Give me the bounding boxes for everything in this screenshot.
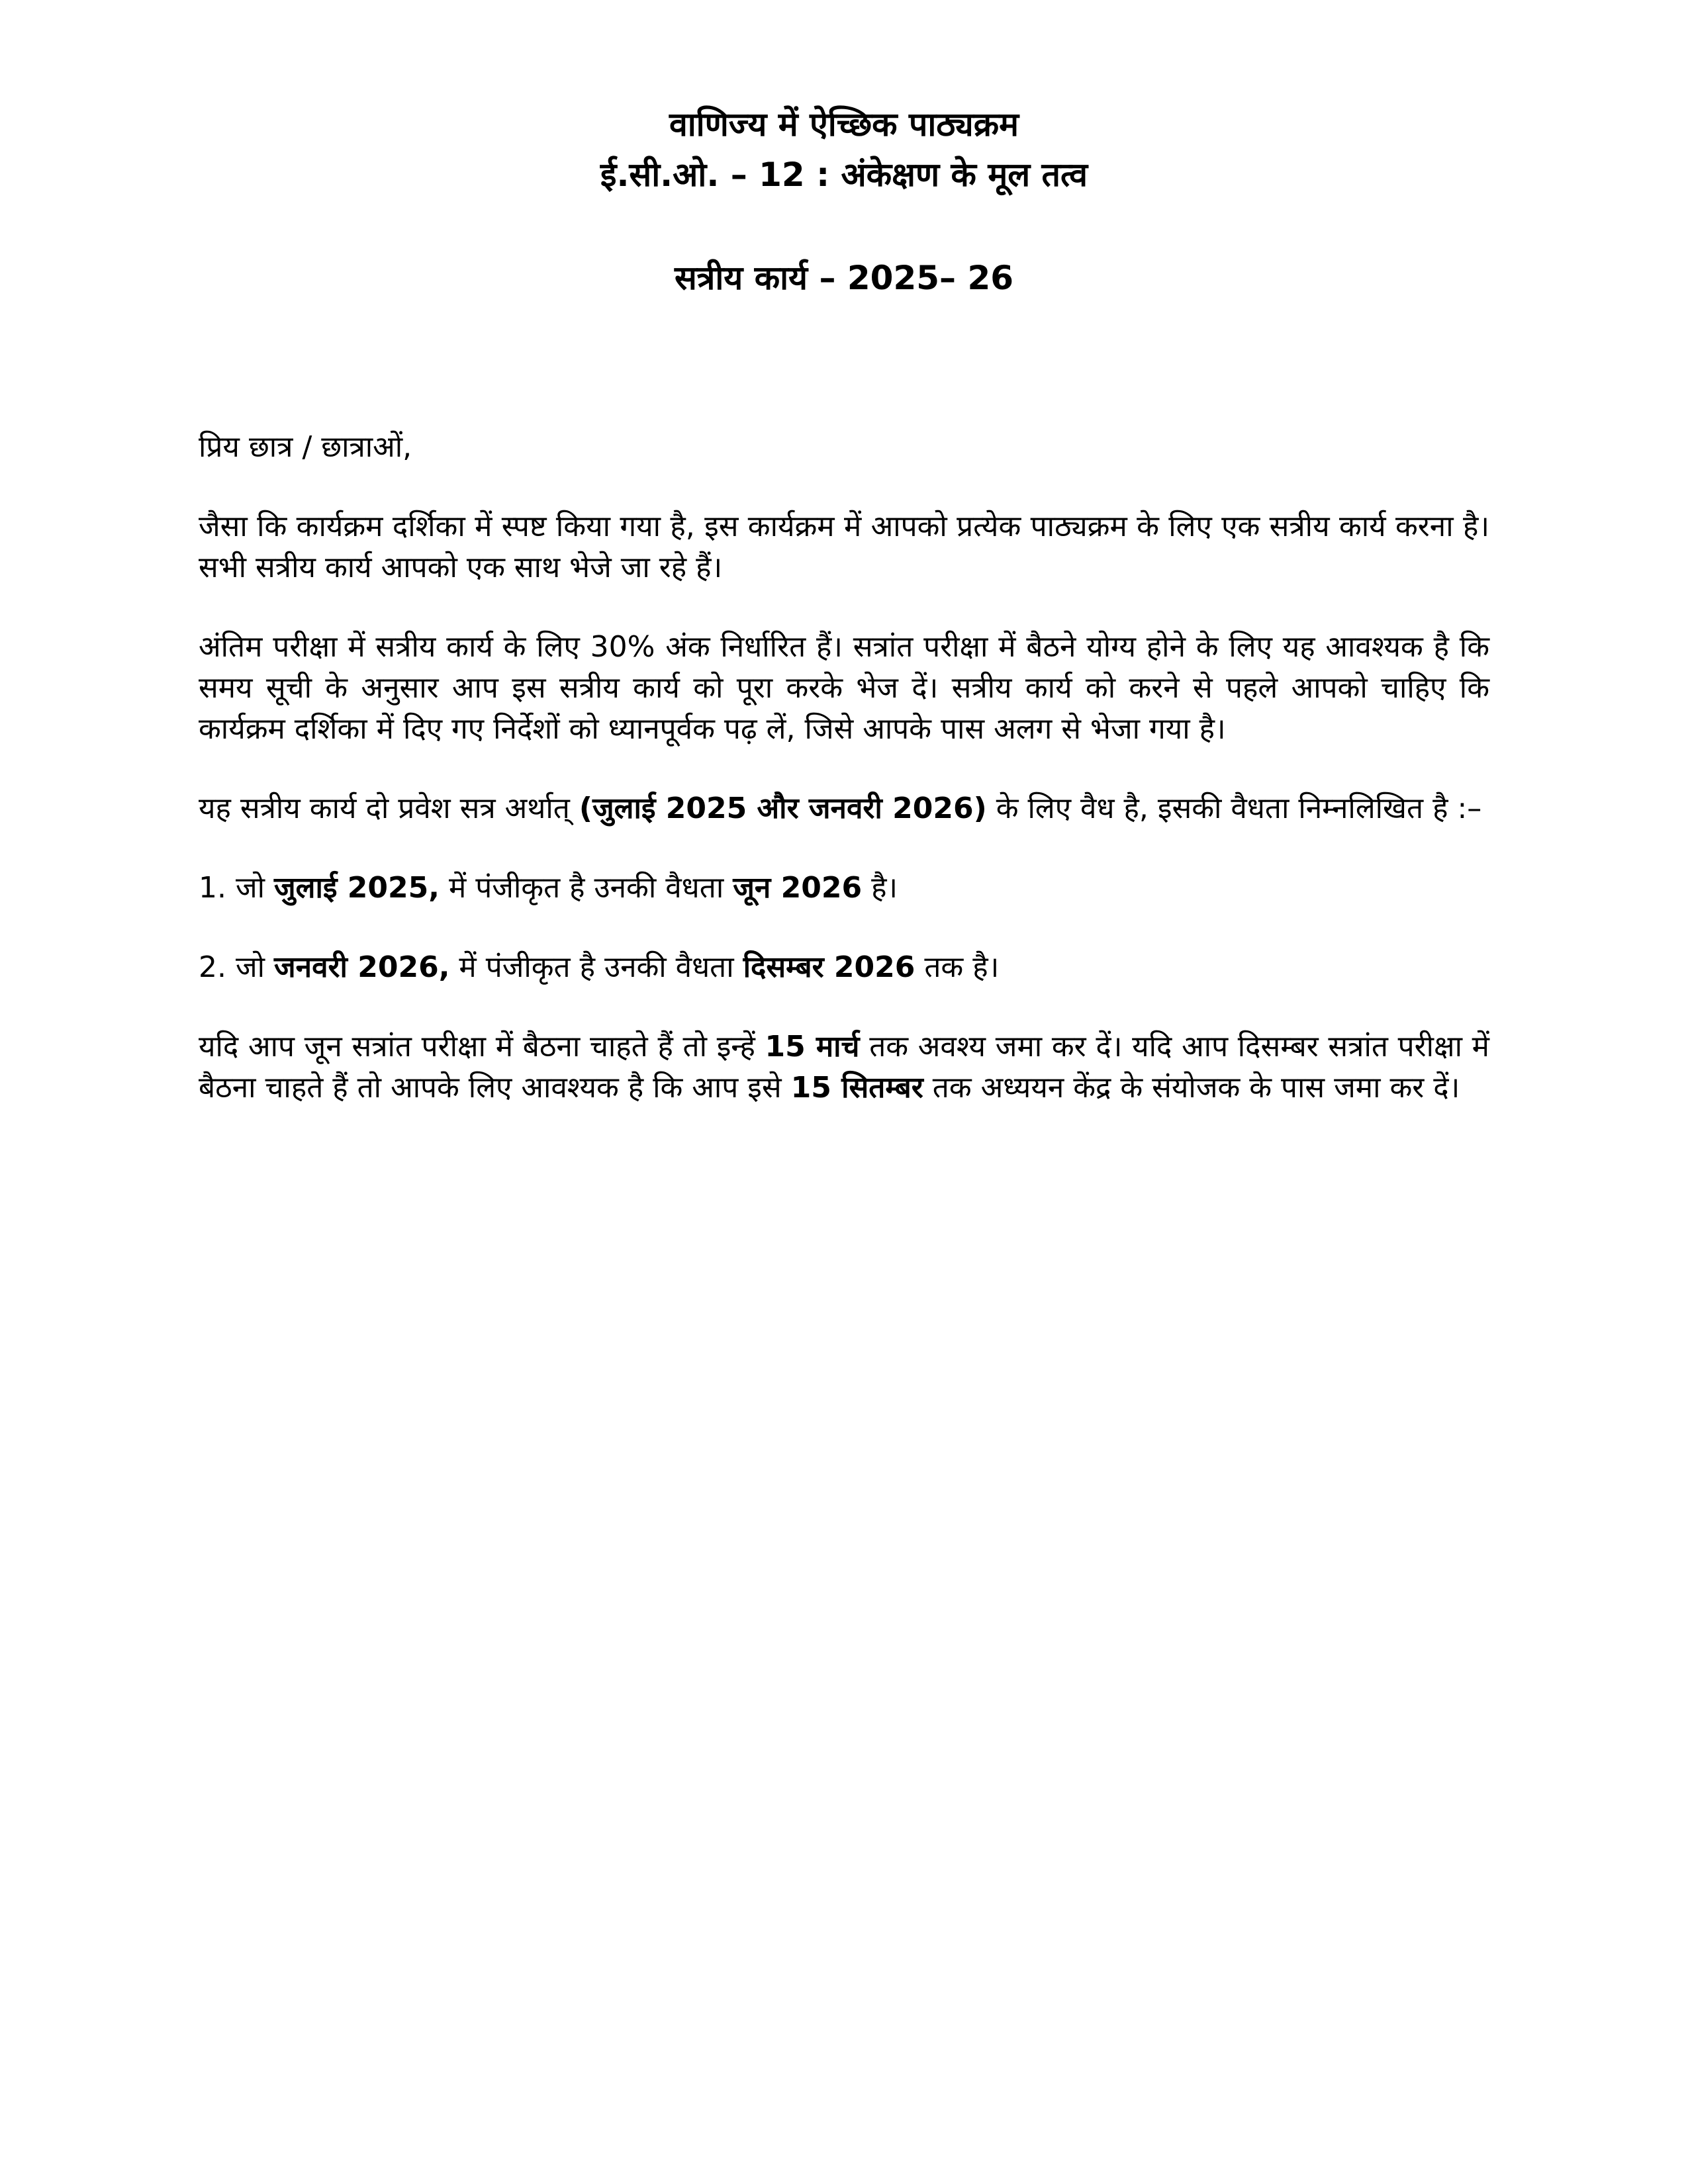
session-july-2025: जुलाई 2025, [274,871,440,905]
validity-text-post: के लिए वैध है, इसकी वैधता निम्नलिखित है :– [986,792,1482,825]
salutation: प्रिय छात्र / छात्राओं, [199,430,412,464]
deadline-text: तक अवश्य जमा कर दें। यदि आप दिसम्बर सत्रांत परीक्षा में बैठना चाहते हैं तो आपके लिए आवश्यक है कि आप इसे [199,1030,1489,1105]
list-item-text: में पंजीकृत है उनकी वैधता [449,950,743,984]
paragraph-deadlines [199,1026,1489,1109]
list-item-text: तक है। [915,950,1000,984]
list-item-text: में पंजीकृत है उनकी वैधता [439,871,733,905]
session-january-2026: जनवरी 2026, [274,950,450,984]
paragraph-validity [199,788,1489,829]
validity-december-2026: दिसम्बर 2026 [743,950,915,984]
deadline-september: 15 सितम्बर [790,1071,923,1105]
validity-text-pre: यह सत्रीय कार्य दो प्रवेश सत्र अर्थात् [199,792,579,825]
validity-june-2026: जून 2026 [733,871,863,905]
document-header [0,99,1688,303]
list-item-text: 2. जो [199,950,274,984]
list-item-text: है। [862,871,898,905]
deadline-text: तक अध्ययन केंद्र के संयोजक के पास जमा कर दें। [923,1071,1460,1105]
paragraph-marks-instructions: अंतिम परीक्षा में सत्रीय कार्य के लिए 30% अंक निर्धारित हैं। सत्रांत परीक्षा में बैठने योग्य होने के लिए यह आवश्यक है कि समय सूची के अनुसार आप इस सत्रीय कार्य को पूरा करके भेज दें। सत्रीय कार्य को करने से पहले आपको चाहिए कि कार्यक्रम दर्शिका में दिए गए निर्देशों को ध्यानपूर्वक पढ़ लें, जिसे आपके पास अलग से भेजा गया है। [199,630,1489,746]
assignment-session-title: सत्रीय कार्य – 2025– 26 [674,259,1014,297]
deadline-text: यदि आप जून सत्रांत परीक्षा में बैठना चाहते हैं तो इन्हें [199,1030,765,1064]
paragraph-intro: जैसा कि कार्यक्रम दर्शिका में स्पष्ट किया गया है, इस कार्यक्रम में आपको प्रत्येक पाठ्यक्रम के लिए एक सत्रीय कार्य करना है। सभी सत्रीय कार्य आपको एक साथ भेजे जा रहे हैं। [199,510,1489,584]
course-title: वाणिज्य में ऐच्छिक पाठ्यक्रम [669,105,1019,144]
validity-sessions: (जुलाई 2025 और जनवरी 2026) [579,792,987,825]
list-item-january [199,947,1489,988]
deadline-march: 15 मार्च [765,1030,860,1064]
list-item-july [199,868,1489,909]
course-code-title: ई.सी.ओ. – 12 : अंकेक्षण के मूल तत्व [600,156,1088,194]
document-body [199,427,1489,1147]
list-item-text: 1. जो [199,871,274,905]
